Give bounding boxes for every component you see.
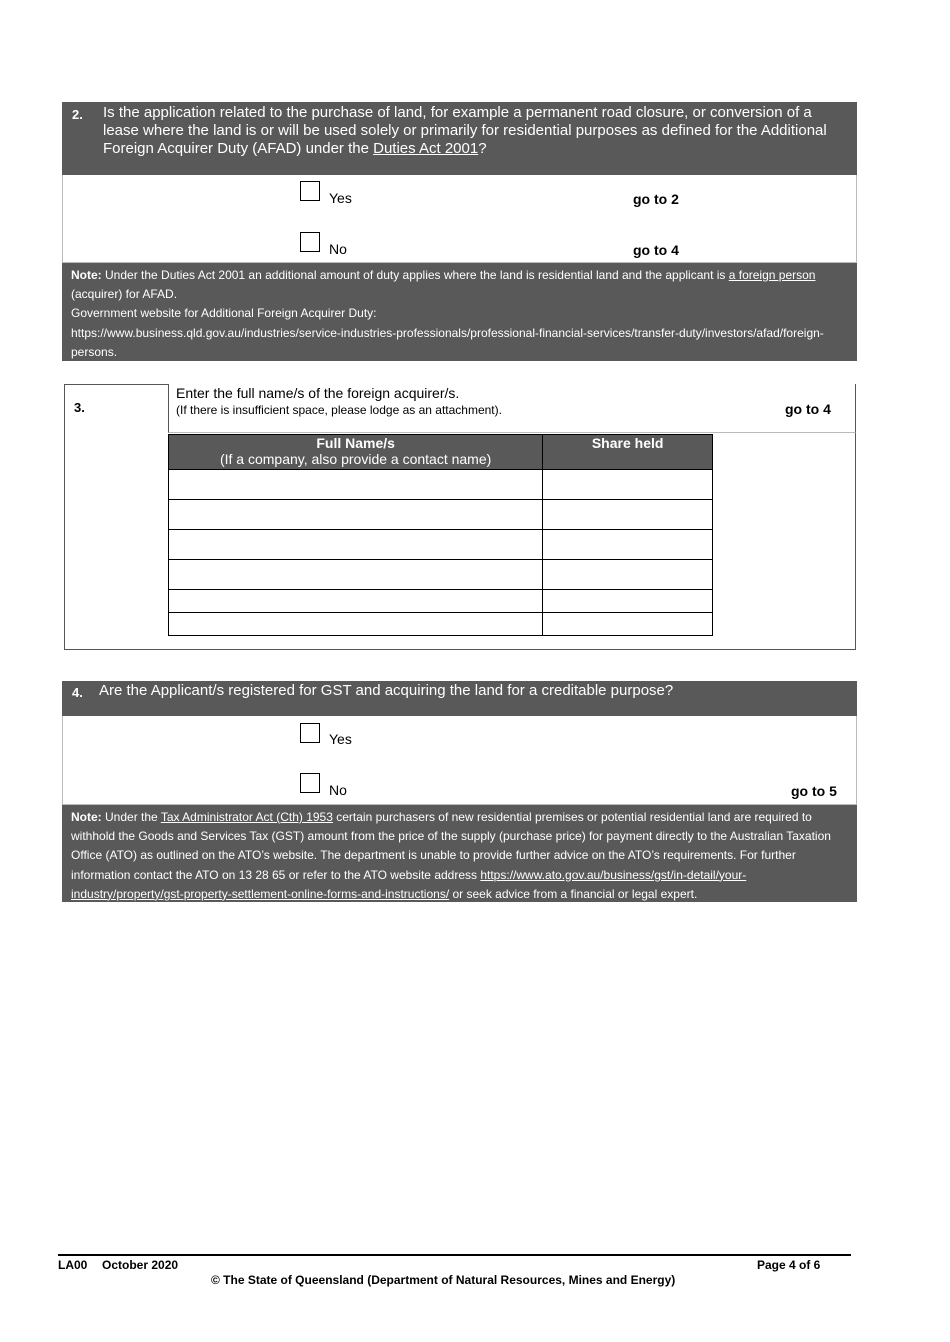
table-row [169,613,713,636]
q2-no-label: No [329,241,347,257]
ato-link[interactable]: https://www.ato.gov.au/business/gst/in-detail/your-industry/property/gst-property-settlement-online-forms-and-instructions/ [71,867,747,901]
table-row [169,560,713,590]
share-cell[interactable] [543,613,713,636]
q4-header [62,681,857,716]
name-cell[interactable] [169,590,543,613]
duties-act-link[interactable]: Duties Act 2001 [373,140,479,157]
copyright: © The State of Queensland (Department of Natural Resources, Mines and Energy) [211,1273,676,1287]
q2-no-checkbox[interactable] [300,232,320,252]
col-full-name: Full Name/s (If a company, also provide a contact name) [169,435,543,470]
q2-yes-label: Yes [329,190,352,206]
q2-header [62,102,857,175]
name-cell[interactable] [169,470,543,500]
share-cell[interactable] [543,530,713,560]
q2-options [62,175,857,263]
table-row [169,500,713,530]
q2-note-line2: Government website for Additional Foreign Acquirer Duty: [71,306,377,321]
table-row [169,590,713,613]
page-number: Page 4 of 6 [757,1258,821,1272]
q2-note-url: https://www.business.qld.gov.au/industries/service-industries-professionals/professional-financial-services/transfer-duty/investors/afad/foreign-persons. [71,325,824,359]
q4-note: Note: Under the Tax Administrator Act (Cth) 1953 certain purchasers of new residential premises or potential residential land are required to withhold the Goods and Services Tax (GST) amount from the price of the supply (purchase price) for payment directly to the Australian Taxation Office (ATO) as outlined on the ATO’s website. The department is unable to provide further advice on the ATO’s requirements. For further information contact the ATO on 13 28 65 or refer to the ATO website address https://www.ato.gov.au/business/gst/in-detail/your-industry/property/gst-property-settlement-online-forms-and-instructions/ or seek advice from a financial or legal expert. [62,805,857,902]
q4-yes-label: Yes [329,731,352,747]
q3-sub-instruction: (If there is insufficient space, please lodge as an attachment). [176,403,502,417]
name-cell[interactable] [169,500,543,530]
name-cell[interactable] [169,560,543,590]
q2-number: 2. [72,107,83,122]
share-cell[interactable] [543,470,713,500]
q4-no-label: No [329,782,347,798]
table-row [169,530,713,560]
q4-no-checkbox[interactable] [300,773,320,793]
footer-divider [58,1254,851,1256]
share-cell[interactable] [543,500,713,530]
form-date: October 2020 [102,1258,179,1272]
q2-note-label: Note: [71,268,102,282]
q3-number: 3. [74,400,85,415]
q2-yes-checkbox[interactable] [300,181,320,201]
q2-note: Note: Under the Duties Act 2001 an additional amount of duty applies where the land is residential land and the applicant is a foreign person (acquirer) for AFAD. Government website for Additional Foreign Acquirer Duty: https://www.business.qld.gov.au/industries/service-industries-professionals/professional-financial-services/transfer-duty/investors/afad/foreign-persons. [62,263,857,361]
form-code: LA00 [58,1258,88,1272]
q4-question: Are the Applicant/s registered for GST and acquiring the land for a creditable purpose? [99,682,674,699]
q2-yes-goto: go to 2 [633,191,679,207]
q4-note-label: Note: [71,810,102,824]
q2-no-goto: go to 4 [633,242,679,258]
tax-admin-act-link[interactable]: Tax Administrator Act (Cth) 1953 [160,810,333,824]
col-share-held: Share held [543,435,713,470]
name-cell[interactable] [169,613,543,636]
q4-options [62,716,857,805]
q2-question: Is the application related to the purchase of land, for example a permanent road closure, or conversion of a lease where the land is or will be used solely or primarily for residential purposes as defined for the Additional Foreign Acquirer Duty (AFAD) under the Duties Act 2001? [103,104,827,157]
q4-yes-checkbox[interactable] [300,723,320,743]
q3-goto: go to 4 [785,401,831,417]
share-cell[interactable] [543,560,713,590]
foreign-person-link[interactable]: a foreign person [728,268,816,282]
q4-no-goto: go to 5 [791,783,837,799]
foreign-acquirer-table [168,434,713,636]
name-cell[interactable] [169,530,543,560]
table-row [169,470,713,500]
share-cell[interactable] [543,590,713,613]
q4-number: 4. [72,685,83,700]
q3-instruction: Enter the full name/s of the foreign acquirer/s. [176,385,460,401]
